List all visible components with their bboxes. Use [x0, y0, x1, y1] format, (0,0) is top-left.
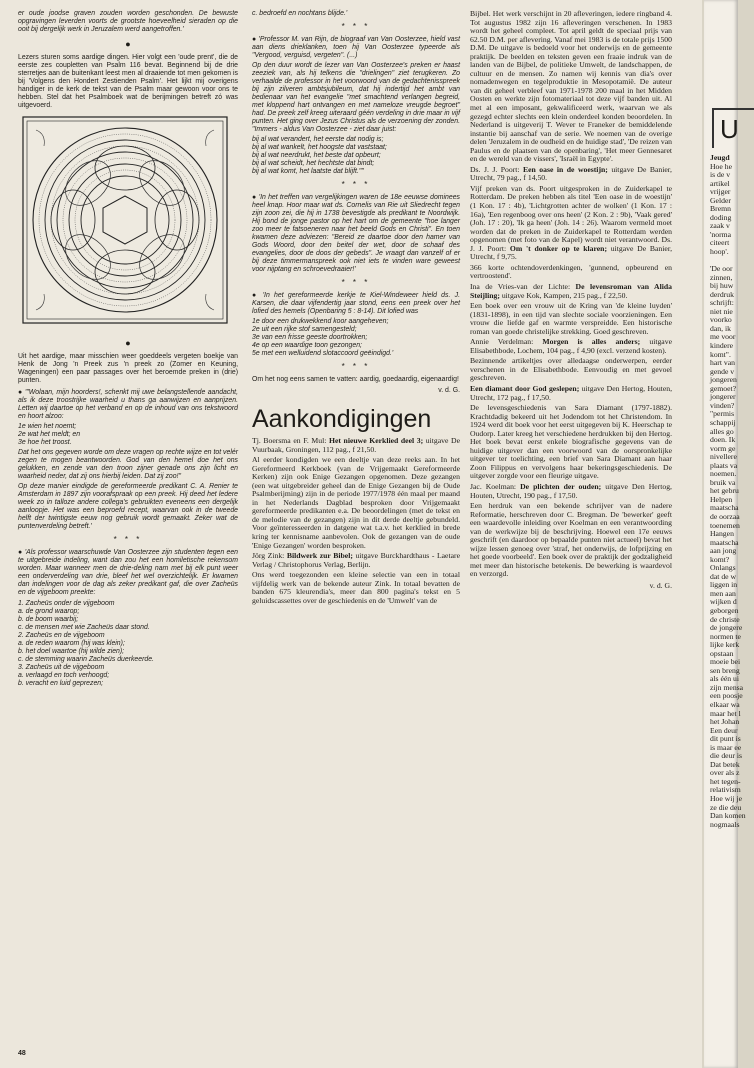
section-separator: * * * [341, 362, 371, 371]
entry-author: Ds. J. J. Poort: [470, 164, 524, 174]
cropped-line: derdruk [710, 289, 734, 299]
als-paragraph: ● 'Als professor waarschuwde Van Oosterzee zijn studenten tegen een te uitgebreide indeling, want dan zou het een homiletische rekensom worden. Maar wanneer men de drie-deling nam met bij elk punt weer een onderverdeling van drie, bleef het wel overzichtelijk. Er kwamen dan indelingen voor de dag als zeker predikant gaf, die over Zacheüs en de vijgeboom preekte: [18, 549, 238, 596]
poem-line: bij al wat verandert, het eerste dat nodig is; [252, 136, 384, 143]
entry-title: Bildwerk zur Bibel; [286, 551, 353, 561]
cropped-line: me voor [710, 332, 736, 342]
cropped-line: over als z [710, 768, 740, 778]
entry-title: Morgen is alles anders; [542, 337, 641, 347]
cropped-line: het gebru [710, 486, 739, 496]
cropped-line: 'norma [710, 229, 732, 239]
cropped-line: de oorzaa [710, 511, 740, 521]
cropped-line: relativism [710, 785, 741, 795]
entry-details: uitgave De Banier, Utrecht, f 9,75. [470, 243, 672, 262]
cropped-line: Dat betek [710, 759, 740, 769]
cropped-line: citeert [710, 238, 730, 248]
announcement-body: Bezinnende artikeltjes over alledaagse onderwerpen, eerder verschenen in de Elisabethbode. Eenvoudig en met gevoel geschreven. [470, 356, 672, 383]
entry-title: Een diamant door God geslepen; [470, 383, 580, 393]
cropped-line: nivellere [710, 452, 737, 462]
entry-details: uitgave Kok, Kampen, 215 pag., f 22,50. [499, 290, 628, 300]
cropped-line: gende v [710, 366, 735, 376]
cropped-line: ze die deu [710, 802, 742, 812]
cropped-line: zaak v [710, 221, 730, 231]
readers-paragraph: Lezers sturen soms aardige dingen. Hier volgt een 'oude prent', die de eerste zes coupletten van Psalm 116 bevat. Beginnend bij de drie sterretjes aan de buitenkant leest men al draaiende tot men gekomen is bij 'Volgens den Hondert Zestienden Psalm'. Het lijkt mij overigens handiger in de kerk de tekst van de Psalm maar gewoon voor ons te hebben. Stel dat het Psalmboek wat de berijmingen betreft zó was uitgevoerd. [18, 54, 238, 109]
list-item: 1. Zacheüs onder de vijgeboom [18, 600, 115, 607]
entry-author: Ina de Vries-van der Lichte: [470, 281, 576, 291]
kiel-line: 1e door een drukwekkend koor aangeheven; [252, 318, 389, 325]
cropped-line: niet nie [710, 306, 733, 316]
list-item: b. veracht en luid geprezen; [18, 680, 104, 687]
cropped-line: Gelder [710, 195, 731, 205]
kiel-paragraph: ● 'In het gereformeerde kerkje te Kiel-Windeweer hield ds. J. Karsen, die daar vijfendertig jaar stond, eens een preek over het lofied des hemels (Openbaring 5 : 8-14). Dit lofied was [252, 292, 460, 315]
cropped-line: moeie bei [710, 657, 741, 667]
cropped-line: aan jong [710, 546, 737, 556]
announcement-body: Een boek over een vrouw uit de Kring van 'de kleine luyden' (1831-1898), in een tijd van slechte sociale voorzieningen. Een vrouw die liefde gaf en warmte verspreidde. Een historische roman van goede christelijke strekking. Goed geschreven. [470, 301, 672, 336]
announcement-body: Ons werd toegezonden een kleine selectie van een in totaal vijfdelig werk van de bekende auteur Zink. In totaal bevatten de banden 675 kleurendia's, meer dan 800 pagina's tekst en 5 geluidscassettes over de geschiedenis en de 'Umwelt' van de [252, 570, 460, 605]
cropped-line: vrijger [710, 187, 731, 197]
list-item: b. de boom waarbij; [18, 616, 79, 623]
cropped-line: maatscha [710, 537, 739, 547]
bullet-separator: ● [125, 39, 131, 49]
entry-author: Jac. Koelman: [470, 481, 521, 491]
cropped-line: liggen in [710, 580, 738, 590]
cropped-line: maatscha [710, 503, 739, 513]
section-heading: Aankondigingen [252, 405, 432, 433]
cropped-line: doding [710, 212, 732, 222]
cropped-line: zijn mensa [710, 682, 744, 692]
cropped-line: schrijft: [710, 298, 734, 308]
cropped-text-lines [710, 154, 746, 829]
wolaan-line: 1e wien het noemt; [18, 423, 77, 430]
cropped-line: Onlangs [710, 563, 736, 573]
section-separator: * * * [341, 22, 371, 31]
cropped-line: vinden? [710, 400, 735, 410]
poem-line: bij al wat scheidt, het hechtste dat bindt; [252, 160, 375, 167]
announcement-body: Bijbel. Het werk verschijnt in 20 afleveringen, iedere ringband 4. Tot augustus 1982 zijn 16 afleveringen verschenen. In 1983 wordt het geheel compleet. Tot april geldt de speciaal prijs van 62.50 D.M. per aflevering. Vanaf mei 1983 is de totale prijs 1500 D.M. De uitgave is bedoeld voor het onderwijs en de gemeente praktijk. De beelden en teksten geven een fraaie indruk van de landen van de Bijbel, de politieke Umwelt, de landschappen, de cultuur en de mensen. Zo namen wij kennis van dia's over nomadenwegen en tegelproduktie in Mesopotamië. De auteur van dit geheel verbleef van 1971-1978 200 maal in het Midden Oosten en werkte zijn fotomateriaal tot deze vijf banden uit. Al met al een imposant, gekwalificeerd werk, waarvan we als gezegd echter slechts een klein onderdeel konden beoordelen. In Nederland is uitgeverij T. Wever te Franeker de bemiddelende instantie bij aanschaf van de serie. We noemen van de overige delen 'Jeruzalem in de oudheid en de huidige stad', 'De reizen van Paulus en de plaatsen van de openbaring', 'Het meer Gennesaret en de wereld van de vissers', 'Israël in Egypte'. [470, 9, 672, 164]
cropped-line: men aan [710, 588, 736, 598]
entry-title: De levensroman van Alida Steijling; [470, 281, 673, 300]
cropped-line: vorm ge [710, 443, 736, 453]
announcement-entry [470, 338, 672, 355]
cropped-line: maar het l [710, 708, 741, 718]
list-item: a. de grond waarop; [18, 608, 80, 615]
cropped-line: opstaan [710, 648, 734, 658]
cropped-line: artikel [710, 178, 730, 188]
sermon-outline-list [18, 600, 238, 688]
goeddeels-paragraph: Uit het aardige, maar misschien weer goeddeels vergeten boekje van Henk de Jong 'n Preek zus 'n preek zo (Zomer en Keuning, Wageningen) een paar passages over het beroemde preken in (drie) punten. [18, 353, 238, 384]
cropped-line: lijke kerk [710, 640, 740, 650]
entry-author: Annie Verdelman: [470, 337, 543, 347]
next-page-edge [704, 0, 746, 1068]
section-separator: * * * [113, 535, 143, 544]
cropped-line: dit punt is [710, 734, 741, 744]
prof-paragraph: ● 'Professor M. van Rijn, de biograaf van Van Oosterzee, hield vast aan diens drieklanken, toen hij Van Oosterzee typeerde als "Vergood, verguisd, vergeten". (...) [252, 36, 460, 59]
cropped-line: noemen. [710, 469, 737, 479]
cropped-line: 'De oor [710, 264, 733, 274]
column-middle [252, 10, 460, 1050]
cropped-line: jongerer [710, 392, 736, 402]
cropped-line: wijken d [710, 597, 737, 607]
cropped-line: is maar ee [710, 742, 742, 752]
cropped-line: komt? [710, 554, 730, 564]
poem-line: bij al wat komt, het laatste dat blijft."" [252, 168, 364, 175]
announcement-body [470, 185, 672, 262]
cropped-line: kindere [710, 341, 734, 351]
cropped-line: voorko [710, 315, 732, 325]
kiel-line: 5e met een welluidend slotaccoord geëindigd.' [252, 350, 394, 357]
cropped-line: bij huw [710, 281, 734, 291]
list-item: c. de mensen met wie Zacheüs daar stond. [18, 624, 150, 631]
cropped-line: Hangen [710, 529, 734, 539]
list-item: a. verlaagd en toch verhoogd; [18, 672, 110, 679]
oosterzee-poem [252, 136, 460, 176]
entry-details: uitgave Den Hertog, Houten, Utrecht, 190 pag., f 17,50. [470, 481, 672, 500]
list-item: a. de reden waarom (hij was klein); [18, 640, 125, 647]
entry-text: Vijf preken van ds. Poort uitgesproken in de Zuiderkapel te Rotterdam. De preken hebben als titel 'Een oase in de woestijn' (1 Kon. 17 : 4b), 'Lichtgrotten achter de wolken' (1 Kon. 17 : 16a), 'Een regenboog over ons heen' (2 Kon. 2 : 9b), 'Vaak gered' (Joh. 17 : 20), 'Ik ga heen' (Joh. 14 : 26). Waarom vermeld moet worden dat de preken in de Zuiderkapel te Rotterdam werden opgenomen (met foto van de Kapel) wordt niet verantwoord. Ds. J. J. Poort: [470, 183, 672, 253]
wolaan-lines [18, 423, 238, 447]
author-signature: v. d. G. [649, 581, 672, 590]
list-item: b. het doel waartoe (hij wilde zien); [18, 648, 125, 655]
announcement-entry [470, 283, 672, 300]
announcement-entry [252, 552, 460, 569]
bullet-separator: ● [125, 338, 131, 348]
entry-details: uitgave Den Hertog, Houten, Utrecht, 172 pag., f 17,50. [470, 383, 672, 402]
dat-paragraph: Dat het ons gegeven worde om deze vragen op rechte wijze en tot velér zegen te mogen beantwoorden. God van den hemel doe het ons gelukken, en zende van den troon zijner genade ons zijn licht en waarheid neder, dat zij ons hierbij leiden. Dat zij zoo!" [18, 449, 238, 480]
cropped-line: Dan komen [710, 811, 746, 821]
cropped-line: zinnen, [710, 272, 733, 282]
open-paragraph: Op den duur wordt de lezer van Van Oosterzee's preken er haast zeeziek van, als hij telkens die "drielingen" ziet terugkeren. Zo verhaalde de professor in het voorwoord van de gedachtenisspreek bij zijn zilveren ambtsjubileum, dat hij indertijd het ambt van bedienaar van het evangelie "met smachtend verlangen begreid, met kloppend hart ontvangen en met nameloze vreugde begroet" had. De preek zelf kreeg uiteraard géén verdeling in drie maar in vijf punten. Het ging over Jezus Christus als de verzoening der zonden. "Immers - aldus Van Oosterzee - ziet daar juist: [252, 62, 460, 133]
announcement-entry [470, 385, 672, 402]
list-item: c. bedroefd en nochtans blijde.' [252, 10, 348, 17]
poem-line: bij al wat wankelt, het hoogste dat vaststaat; [252, 144, 387, 151]
list-item: 3. Zacheüs uit de vijgeboom [18, 664, 105, 671]
cropped-line: plaats va [710, 460, 738, 470]
announcement-entry [470, 483, 672, 500]
wolaan-paragraph: ● '"Wolaan, mijn hoorders!, schenkt mij uwe belangstellende aandacht, als ik deze troostrijke waarheid u thans ga aanwijzen en aanprijzen. Letten wij daartoe op het verband en op de inhoud van ons tekstwoord en hoort alzoo: [18, 389, 238, 420]
treffen-paragraph: ● 'In het treffen van vergelijkingen waren de 18e eeuwse dominees heel knap. Hoor maar wat ds. Cornelis van Rie uit Sliedrecht tegen zijn zoon zei, die hij in 1738 bevestigde als predikant te Noordwijk. Hij bond de jonge pastor op het hart om de gemeente "hoe langer zoo meer te fatsoeneren naar het beeld Gods en Christi". En toen kwamen deze adviezen: "Bereid ze daartoe door den hamer van Gods Woord, door den beitel der wet, door de schaaf des evangelies, door de doos der gebeds". Je vraagt dan vanzelf of er bij deze timmermanspreek ook niet iets te vinden ware geweest voor nijptang en schroevedraaier!' [252, 194, 460, 273]
announcement-entry [252, 437, 460, 454]
entry-title: Het nieuwe Kerklied deel 3; [328, 436, 424, 445]
announcement-body: 366 korte ochtendoverdenkingen, 'gunnend, opbeurend en vertroostend'. [470, 262, 672, 281]
announcement-body: De levensgeschiedenis van Sara Diamant (1797-1882). Krachtdadig bekeerd uit het Jodendom tot het Christendom. In 1924 werd dit boek voor het eerst uitgegeven bij K. Heerschap te Oudorp. Later kreeg het verschiedene herdrukken bij den Hertog. Het boek bevat eerst enkele biografische gegevens van de huidige uitgever dan een voorwoord van de oorspronkelijke uitgever ter toelichting, een brief van Sara Diamant aan haar Zoon Filippus en vervolgens haar bekeringsgeschiedenis. De uitgever zorgde voor een fleurige uitgave. [470, 403, 672, 481]
column-left [18, 10, 238, 1050]
cropped-line: een poosje [710, 691, 743, 701]
cropped-line: alles go [710, 426, 734, 436]
kiel-line: 4e op een waardige toon gezongen; [252, 342, 362, 349]
cropped-line: "permis [710, 409, 735, 419]
cropped-line: die deur is [710, 751, 743, 761]
page-number: 48 [18, 1050, 26, 1057]
cropped-line: Jeugd [710, 153, 730, 162]
cropped-line: schappij [710, 417, 736, 427]
announcement-body: Al eerder kondigden we een deeltje van deze reeks aan. In het Gereformeerd Kerkboek (van de Vrijgemaakt Gereformeerde Kerken) zijn ook Enige Gezangen opgenomen. Deze gezangen (een wat uitgebreider geheel dan de Enige Gezangen bij de Oude Psalmberijming) zijn in de periode 1977/1978 één maal per maand in het Nederlands Dagblad besproken door Vrijgemaakt gereformeerde predikanten e.a. De beoordelingen (met de tekst en de melodie van de gezangen) zijn in dit derde deeltje gebundeld. Voor geïnteresseerden in datgene wat t.a.v. het kerklied in brede kring ter kennisname aanbevolen. Ook de gezangen van de oude 'Enige Gezangen' worden besproken. [252, 455, 460, 550]
cropped-line: hart van [710, 358, 735, 368]
cropped-line: hoop'. [710, 247, 729, 257]
author-signature: v. d. G. [438, 387, 460, 394]
wolaan-line: 3e hoe het troost. [18, 439, 72, 446]
entry-author: Jörg Zink: [252, 551, 287, 561]
section-separator: * * * [341, 180, 371, 189]
cropped-line: Hoe wij je [710, 794, 743, 804]
cropped-line: gemoet? [710, 383, 737, 393]
cropped-line: het Johan [710, 717, 740, 727]
kiel-lines [252, 318, 460, 358]
entry-title: Om 't donker op te klaren; [509, 243, 608, 253]
entry-title: De plichten der ouden; [520, 481, 602, 491]
cropped-line: de christe [710, 614, 740, 624]
entry-title: Een oase in de woestijn; [523, 164, 608, 174]
list-item: c. de stemming waarin Zacheüs duerkeerde. [18, 656, 154, 663]
cropped-line: Helpen [710, 494, 733, 504]
cropped-line: sen breng [710, 665, 740, 675]
kiel-line: 3e van een frisse geeste doortrokken; [252, 334, 368, 341]
cropped-line: nogmaals [710, 819, 740, 829]
cropped-line: Hoe he [710, 161, 732, 171]
cropped-line: Bremn [710, 204, 731, 214]
cropped-line: doen. Ik [710, 435, 736, 445]
cropped-line: als één ui [710, 674, 740, 684]
cropped-line: jongeren [710, 375, 737, 385]
cropped-line: is de v [710, 170, 731, 180]
announcement-entry [470, 166, 672, 183]
cropped-line: het tegen- [710, 776, 741, 786]
kiel-line: 2e uit een rijke stof samengesteld; [252, 326, 357, 333]
list-item: 2. Zacheüs en de vijgeboom [18, 632, 105, 639]
entry-details: uitgave Elisabethbode, Lochem, 104 pag., f 4,90 (excl. verzend kosten). [470, 337, 672, 355]
entry-details: uitgave De Vuurbaak, Groningen, 112 pag., f 21,50. [252, 436, 461, 454]
cropped-line: Een deur [710, 725, 738, 735]
wolaan-line: 2e wat het meldt; en [18, 431, 81, 438]
opdeze-paragraph: Op deze manier eindigde de gereformeerde predikant C. A. Renier te Amsterdam in 1897 zijn voorafspraak op een preek. Hij deed het ledere week zo in talloze andere collega's gebruikten eveneens een dergelijk aanloopje. Het was een beproefd recept, waarvan ook in de tweede helft der twintigste eeuw nog gebruik wordt gemaakt. Zeker wat de puntenverdeling betreft.' [18, 483, 238, 530]
cropped-line: dan, ik [710, 323, 731, 333]
cropped-line: elkaar wa [710, 700, 740, 709]
cropped-line: bruik va [710, 477, 736, 487]
section-separator: * * * [341, 278, 371, 287]
cropped-heading-letter: U [720, 114, 739, 144]
psalm-spiral-illustration [22, 116, 228, 324]
cropped-line: dat de w [710, 571, 737, 581]
entry-author: Tj. Boersma en F. Mul: [252, 436, 329, 445]
cropped-line: geborgen [710, 605, 739, 615]
intro-quote: er oude joodse graven zouden worden geschonden. De bewuste opgravingen leverden voorts de grootste hoeveelheid sieraden op die ooit bij dergelijk werk in Jeruzalem werd aangetroffen.' [18, 10, 238, 33]
omhet-paragraph: Om het nog eens samen te vatten: aardig, goedaardig, eigenaardig! [252, 376, 459, 383]
entry-details: uitgave De Banier, Utrecht, 79 pag., f 14,50. [470, 164, 672, 183]
announcement-body: Een herdruk van een bekende schrijver van de nadere Reformatie, herschreven door C. Bregman. De 'bewerker' geeft een waardevolle inleiding over Koelman en een verantwoording van de werkwijze bij de beschrijving. Hoewel een 17e eeuws geschrift (en daardoor op bepaalde punten niet actueel) bevat het wijze lessen genoeg over 'straf, het onderwijs, de lofprijzing en het goede voorbeeld'. Een boek over de praktijk der godzaligheid met meer dan historische betekenis. De bewerking is waardevol en verzorgd. [470, 501, 672, 579]
column-right [470, 10, 672, 1050]
cropped-line: toenemen [710, 520, 740, 530]
poem-line: bij al wat neerdrukt, het beste dat opbeurt; [252, 152, 381, 159]
cropped-line: de jongere [710, 623, 743, 633]
cropped-line: komt". [710, 349, 731, 359]
cropped-line: normen te [710, 631, 741, 641]
entry-details: uitgave Burckhardthaus - Laetare Verlag / Christophorus Verlag, Berlijn. [252, 551, 460, 569]
